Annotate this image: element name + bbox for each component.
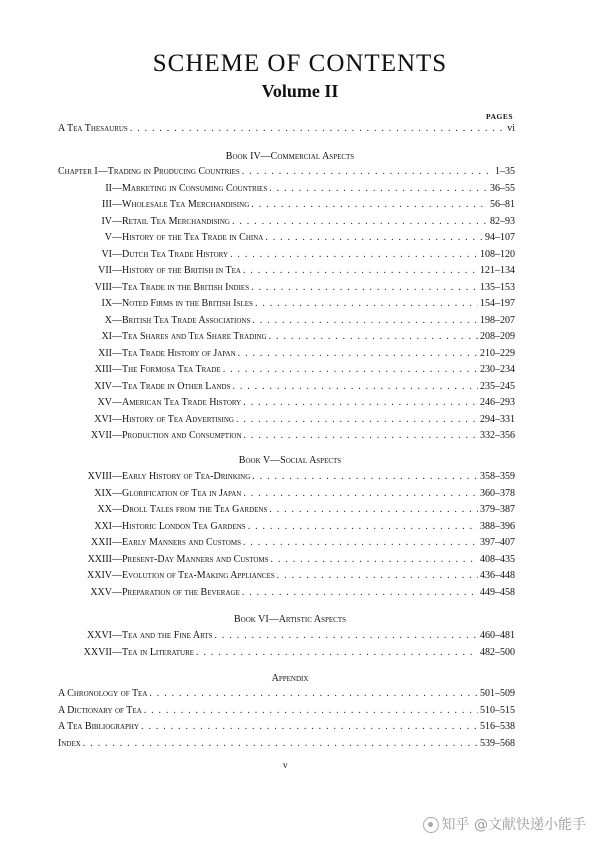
toc-entry-page: 235–245	[480, 380, 515, 392]
toc-entry-label: Trading in Producing Countries	[107, 166, 240, 177]
chapter-number: II—	[105, 182, 122, 194]
leader-dots	[271, 554, 478, 565]
toc-entry[interactable]	[58, 647, 515, 662]
chapter-number: XVI—	[94, 413, 122, 425]
toc-entry[interactable]	[58, 721, 515, 736]
toc-entry[interactable]	[58, 587, 515, 602]
toc-entry-label: Early History of Tea-Drinking	[122, 471, 251, 482]
page-folio: v	[283, 760, 288, 770]
toc-entry-page: 408–435	[480, 553, 515, 565]
toc-entry-label: Glorification of Tea in Japan	[122, 487, 242, 499]
toc-entry[interactable]	[58, 315, 515, 330]
toc-entry[interactable]	[58, 216, 515, 231]
chapter-number: XXIII—	[87, 553, 122, 565]
leader-dots	[149, 688, 478, 699]
leader-dots	[236, 414, 478, 425]
toc-entry-label: Preparation of the Beverage	[122, 586, 240, 598]
toc-entry-page: 135–153	[480, 281, 515, 293]
toc-entry-label: Present-Day Manners and Customs	[122, 553, 269, 565]
toc-entry[interactable]	[58, 688, 515, 703]
watermark-text: 知乎 @文献快递小能手	[441, 817, 586, 833]
toc-entry[interactable]	[58, 738, 515, 753]
chapter-number: VII—	[98, 265, 122, 276]
chapter-number: Chapter I—	[58, 166, 108, 177]
leader-dots	[242, 587, 478, 598]
toc-entry-page: 121–134	[480, 265, 515, 276]
toc-entry[interactable]	[58, 570, 515, 585]
leader-dots	[252, 315, 478, 326]
toc-entry-label: The Formosa Tea Trade	[122, 364, 221, 375]
toc-entry[interactable]	[58, 331, 515, 346]
toc-entry-label: History of the Tea Trade in China	[122, 232, 264, 243]
toc-entry-page: 82–93	[490, 215, 515, 227]
toc-entry-page: 1–35	[495, 166, 515, 177]
leader-dots	[251, 199, 488, 210]
toc-entry-page: 539–568	[480, 737, 515, 749]
toc-entry-label: A Tea Bibliography	[58, 721, 140, 732]
chapter-number: XIV—	[94, 380, 122, 392]
section-heading-book-iv: Book IV—Commercial Aspects	[225, 151, 355, 162]
leader-dots	[130, 123, 505, 134]
chapter-number: XV—	[97, 397, 122, 408]
chapter-number: XIX—	[94, 487, 122, 499]
toc-entry-label: Historic London Tea Gardens	[122, 520, 246, 532]
toc-entry[interactable]	[58, 166, 515, 181]
toc-entry-label: Tea Trade in Other Lands	[122, 380, 231, 392]
toc-entry[interactable]	[58, 554, 515, 569]
toc-entry-page: 198–207	[480, 314, 515, 326]
chapter-number: XXV—	[90, 586, 122, 598]
toc-entry-page: 516–538	[480, 721, 515, 732]
chapter-number: XXII—	[90, 537, 122, 548]
leader-dots	[232, 216, 488, 227]
chapter-number: VIII—	[94, 281, 122, 293]
watermark	[420, 814, 586, 834]
leader-dots	[243, 265, 478, 276]
toc-entry-label: Index	[58, 737, 81, 749]
leader-dots	[277, 570, 478, 581]
leader-dots	[238, 348, 478, 359]
toc-entry[interactable]	[58, 630, 515, 645]
leader-dots	[269, 504, 478, 515]
toc-entry-label: Tea Shares and Tea Share Trading	[122, 331, 267, 342]
toc-entry-page: 246–293	[480, 397, 515, 408]
toc-entry[interactable]	[58, 282, 515, 297]
toc-entry-page: 208–209	[480, 331, 515, 342]
leader-dots	[83, 738, 478, 749]
section-heading-book-vi: Book VI—Artistic Aspects	[233, 614, 347, 625]
toc-entry[interactable]	[58, 521, 515, 536]
toc-entry-page: 332–356	[480, 430, 515, 441]
leader-dots	[265, 232, 483, 243]
toc-entry[interactable]	[58, 348, 515, 363]
toc-entry-page: 154–197	[480, 298, 515, 309]
toc-entry-page: 108–120	[480, 248, 515, 260]
toc-entry[interactable]	[58, 199, 515, 214]
toc-entry-thesaurus[interactable]	[58, 123, 515, 138]
toc-entry-page: 36–55	[490, 182, 515, 194]
toc-entry-label: Retail Tea Merchandising	[122, 215, 230, 227]
toc-entry-label: A Dictionary of Tea	[58, 704, 142, 716]
toc-entry[interactable]	[58, 183, 515, 198]
leader-dots	[141, 721, 478, 732]
chapter-number: VI—	[101, 248, 122, 260]
leader-dots	[252, 471, 478, 482]
leader-dots	[144, 705, 478, 716]
toc-entry-label: A Chronology of Tea	[58, 688, 148, 699]
toc-entry[interactable]	[58, 504, 515, 519]
toc-entry[interactable]	[58, 705, 515, 720]
toc-entry-label: History of the British in Tea	[122, 265, 241, 276]
toc-entry-label: Droll Tales from the Tea Gardens	[122, 504, 268, 515]
toc-entry-page: 210–229	[480, 347, 515, 359]
section-heading-appendix: Appendix	[271, 673, 309, 684]
chapter-number: XIII—	[94, 364, 122, 375]
page-title: SCHEME OF CONTENTS	[152, 50, 448, 77]
chapter-number: XI—	[101, 331, 122, 342]
leader-dots	[196, 647, 478, 658]
toc-entry[interactable]	[58, 249, 515, 264]
toc-entry-page: 482–500	[480, 646, 515, 658]
leader-dots	[251, 282, 478, 293]
toc-entry[interactable]	[58, 381, 515, 396]
toc-entry[interactable]	[58, 471, 515, 486]
chapter-number: XX—	[97, 504, 122, 515]
leader-dots	[223, 364, 478, 375]
toc-entry-page: 94–107	[485, 232, 515, 243]
toc-entry-page: 449–458	[480, 586, 515, 598]
chapter-number: III—	[102, 199, 122, 210]
chapter-number: IV—	[101, 215, 122, 227]
chapter-number: XVIII—	[87, 471, 122, 482]
toc-entry-label: History of Tea Advertising	[122, 413, 234, 425]
toc-entry-label: Production and Consumption	[122, 430, 242, 441]
toc-entry-label: Dutch Tea Trade History	[122, 248, 229, 260]
toc-entry[interactable]	[58, 397, 515, 412]
toc-entry-label: Tea in Literature	[122, 646, 195, 658]
chapter-number: XXIV—	[87, 570, 122, 581]
toc-entry-page: 358–359	[480, 471, 515, 482]
toc-entry[interactable]	[58, 364, 515, 379]
toc-entry-label: British Tea Trade Associations	[122, 314, 251, 326]
toc-entry-label: Early Manners and Customs	[122, 537, 241, 548]
toc-entry[interactable]	[58, 232, 515, 247]
leader-dots	[215, 630, 478, 641]
leader-dots	[248, 521, 478, 532]
leader-dots	[232, 381, 478, 392]
toc-entry-label: Marketing in Consuming Countries	[122, 182, 268, 194]
toc-entry-page: 230–234	[480, 364, 515, 375]
leader-dots	[230, 249, 478, 260]
toc-entry-page: 397–407	[480, 537, 515, 548]
toc-entry-page: 379–387	[480, 504, 515, 515]
toc-entry-page: 360–378	[480, 487, 515, 499]
toc-entry-label: American Tea Trade History	[122, 397, 242, 408]
toc-entry-page: 294–331	[480, 413, 515, 425]
volume-subtitle: Volume II	[261, 81, 339, 101]
toc-entry[interactable]	[58, 488, 515, 503]
leader-dots	[243, 397, 478, 408]
toc-entry-label: Tea Trade History of Japan	[122, 347, 236, 359]
toc-entry-label: Noted Firms in the British Isles	[122, 298, 253, 309]
chapter-number: XXI—	[94, 520, 122, 532]
toc-entry-page: 436–448	[480, 570, 515, 581]
toc-entry-label: Tea and the Fine Arts	[122, 630, 213, 641]
watermark-badge-icon	[423, 817, 439, 833]
leader-dots	[269, 331, 478, 342]
chapter-number: XXVII—	[83, 646, 122, 658]
toc-entry[interactable]	[58, 265, 515, 280]
chapter-number: V—	[104, 232, 122, 243]
toc-entry-label: Wholesale Tea Merchandising	[122, 199, 250, 210]
toc-entry-page: vi	[507, 123, 515, 134]
leader-dots	[243, 488, 478, 499]
pages-column-label: PAGES	[486, 112, 513, 121]
toc-entry-page: 501–509	[480, 688, 515, 699]
chapter-number: X—	[104, 314, 122, 326]
toc-entry[interactable]	[58, 298, 515, 313]
toc-entry-label: Tea Trade in the British Indies	[122, 281, 250, 293]
leader-dots	[242, 166, 493, 177]
leader-dots	[243, 537, 478, 548]
chapter-number: XII—	[98, 347, 122, 359]
toc-entry[interactable]	[58, 414, 515, 429]
section-heading-book-v: Book V—Social Aspects	[238, 455, 342, 466]
toc-entry-page: 388–396	[480, 520, 515, 532]
leader-dots	[269, 183, 488, 194]
toc-entry-label: Evolution of Tea-Making Appliances	[122, 570, 275, 581]
leader-dots	[255, 298, 478, 309]
toc-entry-page: 460–481	[480, 630, 515, 641]
toc-entry[interactable]	[58, 537, 515, 552]
toc-entry-label: A Tea Thesaurus	[58, 123, 128, 134]
chapter-number: XVII—	[90, 430, 122, 441]
leader-dots	[244, 430, 478, 441]
toc-entry-page: 56–81	[490, 199, 515, 210]
chapter-number: IX—	[101, 298, 122, 309]
chapter-number: XXVI—	[87, 630, 122, 641]
toc-entry[interactable]	[58, 430, 515, 445]
toc-entry-page: 510–515	[480, 704, 515, 716]
